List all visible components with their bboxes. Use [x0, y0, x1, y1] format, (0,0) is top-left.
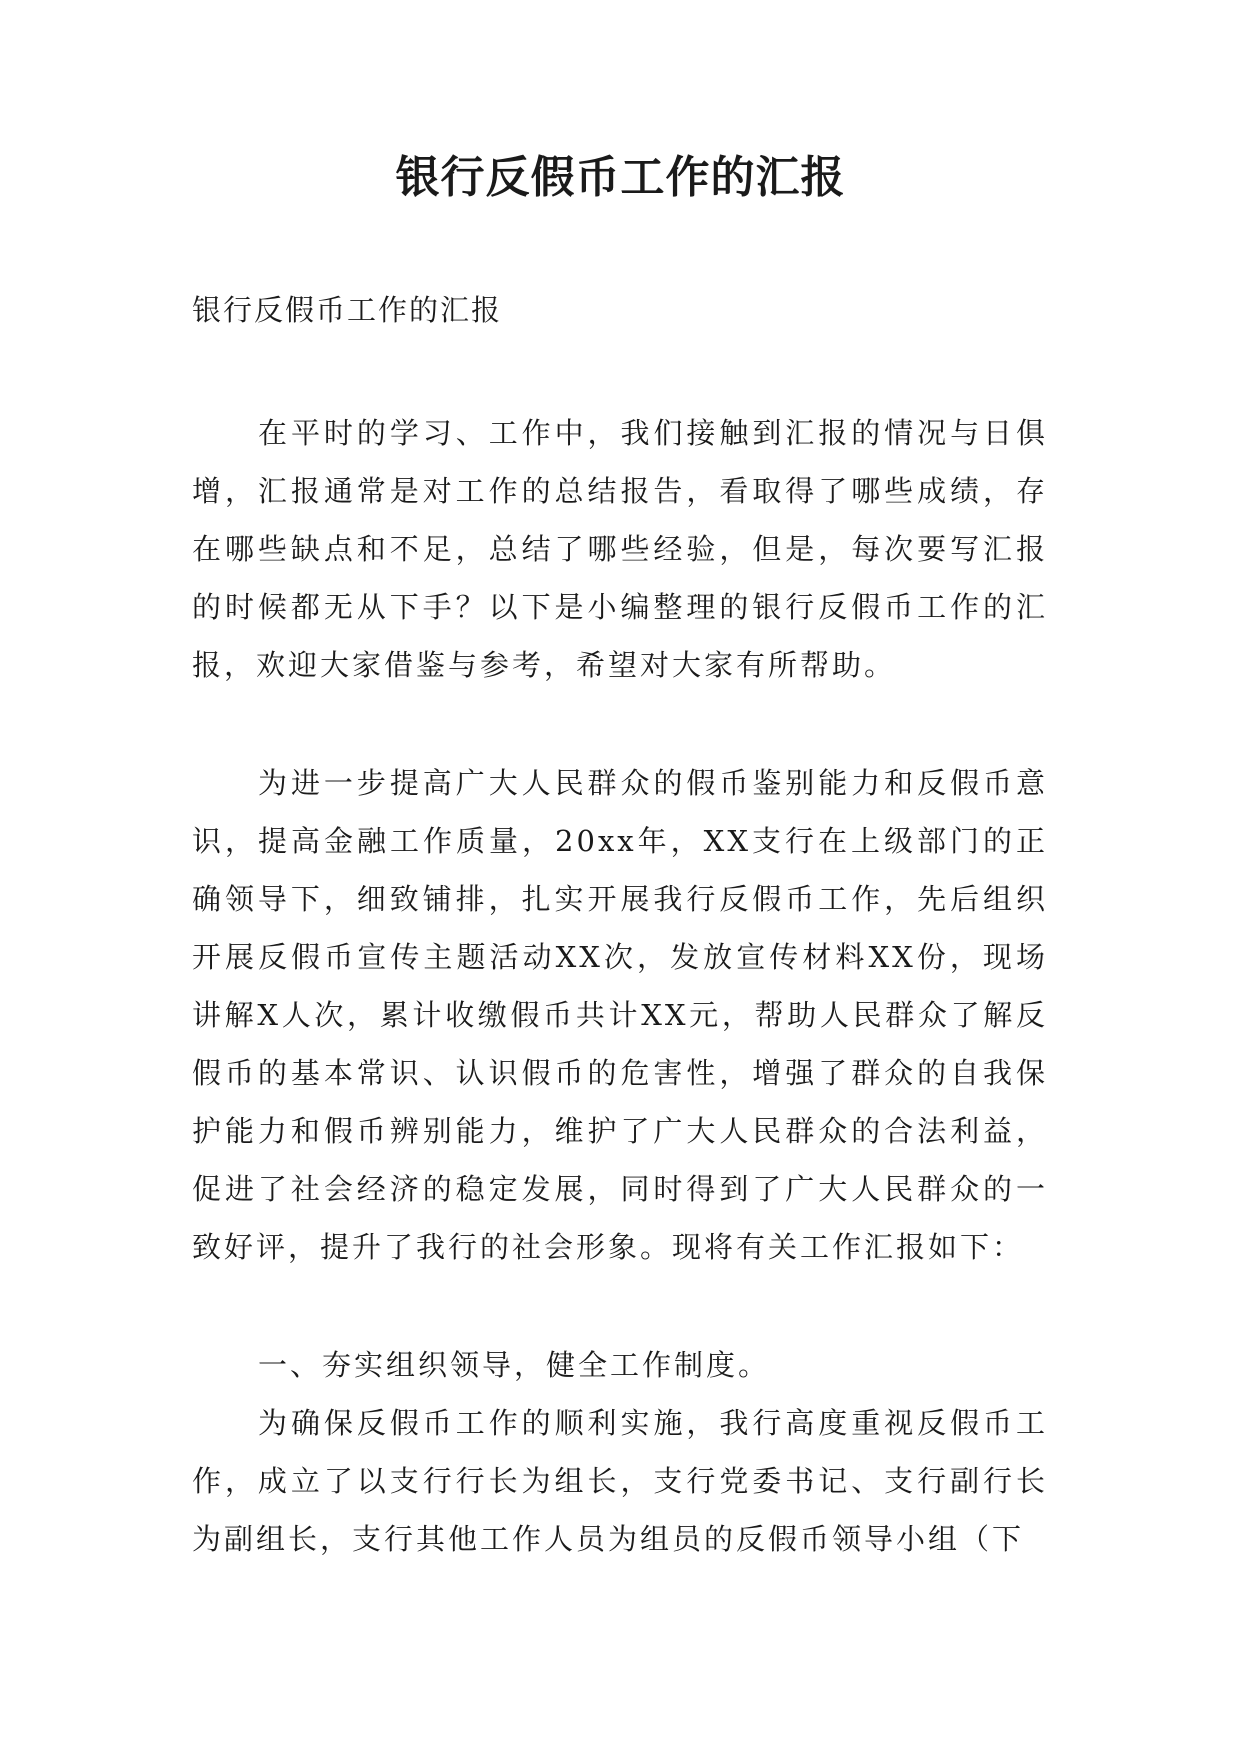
- section-heading: 一、夯实组织领导，健全工作制度。: [258, 1348, 771, 1382]
- document-title: 银行反假币工作的汇报: [395, 152, 846, 203]
- intro-paragraph: 在平时的学习、工作中，我们接触到汇报的情况与日俱增，汇报通常是对工作的总结报告，看取得了哪些成绩，存在哪些缺点和不足，总结了哪些经验，但是，每次要写汇报的时候都无从下手？以下是小编整理的银行反假币工作的汇报，欢迎大家借鉴与参考，希望对大家有所帮助。: [192, 416, 1048, 682]
- overview-paragraph: 为进一步提高广大人民群众的假币鉴别能力和反假币意识，提高金融工作质量，20xx年，XX支行在上级部门的正确领导下，细致铺排，扎实开展我行反假币工作，先后组织开展反假币宣传主题活动XX次，发放宣传材料XX份，现场讲解X人次，累计收缴假币共计XX元，帮助人民群众了解反假币的基本常识、认识假币的危害性，增强了群众的自我保护能力和假币辨别能力，维护了广大人民群众的合法利益，促进了社会经济的稳定发展，同时得到了广大人民群众的一致好评，提升了我行的社会形象。现将有关工作汇报如下：: [192, 766, 1048, 1264]
- section-body-paragraph: 为确保反假币工作的顺利实施，我行高度重视反假币工作，成立了以支行行长为组长，支行党委书记、支行副行长为副组长，支行其他工作人员为组员的反假币领导小组（下: [192, 1406, 1048, 1556]
- document-subtitle: 银行反假币工作的汇报: [192, 293, 503, 327]
